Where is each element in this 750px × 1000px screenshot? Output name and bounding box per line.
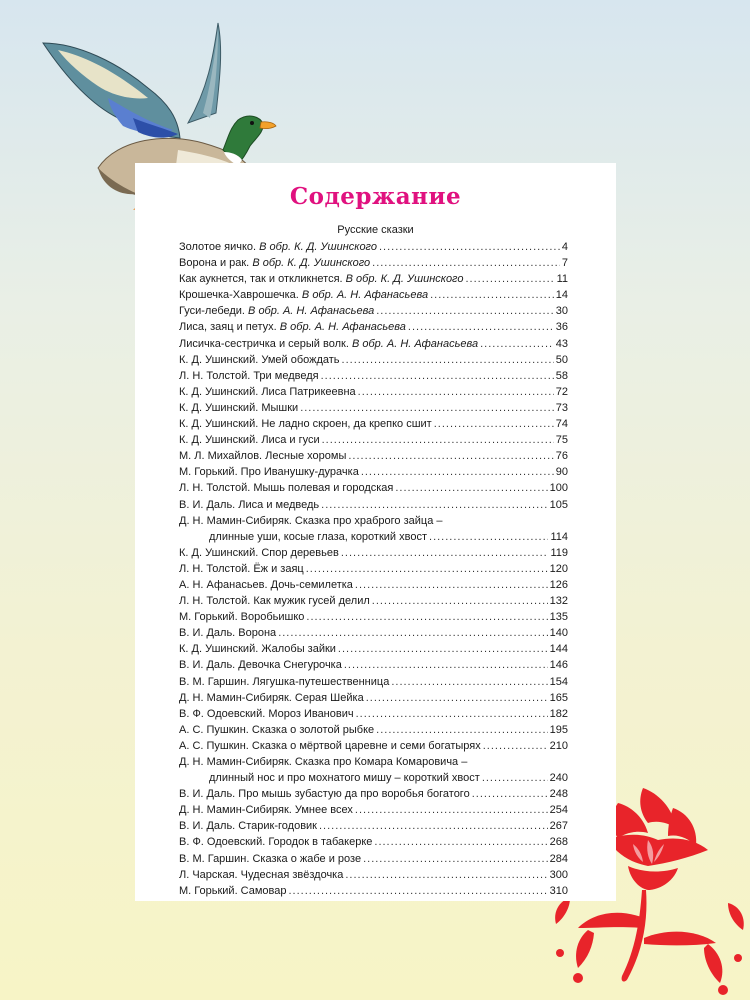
toc-page-number: 100 [549,482,568,495]
toc-entry[interactable] [179,883,568,899]
toc-entry-title: В. И. Даль. Девочка Снегурочка [179,659,342,672]
dot-leader [361,464,554,480]
toc-page-number: 76 [555,450,568,463]
dot-leader [395,480,547,496]
toc-entry-title: Гуси-лебеди. В обр. А. Н. Афанасьева [179,305,375,318]
toc-page-number: 36 [555,321,568,334]
toc-entry[interactable] [179,609,568,625]
dot-leader [480,336,554,352]
dot-leader [483,738,548,754]
toc-entry-title: Д. Н. Мамин-Сибиряк. Серая Шейка [179,691,364,704]
toc-page-number: 119 [550,546,568,559]
toc-entry[interactable] [179,625,568,641]
toc-page-number: 310 [549,884,568,897]
dot-leader [322,432,554,448]
dot-leader [338,641,548,657]
dot-leader [344,657,548,673]
toc-entry[interactable] [179,561,568,577]
toc-entry-title: В. М. Гаршин. Сказка о жабе и розе [179,852,362,865]
toc-page-number: 126 [549,578,568,591]
toc-entry-adaptation: В обр. А. Н. Афанасьева [351,337,479,350]
dot-leader [376,303,554,319]
toc-entry[interactable] [179,352,568,368]
dot-leader [289,883,548,899]
toc-entry-title: К. Д. Ушинский. Умей обождать [179,353,340,366]
toc-page-number: 75 [555,434,568,447]
toc-page-number: 90 [555,466,568,479]
toc-entry-title: Лиса, заяц и петух. В обр. А. Н. Афанасьева [179,321,406,334]
toc-entry-title: К. Д. Ушинский. Жалобы зайки [179,643,336,656]
dot-leader [319,818,548,834]
toc-entry-title: В. М. Гаршин. Лягушка-путешественница [179,675,390,688]
toc-page-number: 146 [549,659,568,672]
toc-entry-title[interactable]: Д. Н. Мамин-Сибиряк. Сказка про храброго зайца – [179,514,443,527]
toc-page-number: 72 [555,385,568,398]
toc-entry[interactable] [179,577,568,593]
toc-page-number: 74 [555,418,568,431]
toc-entry[interactable] [179,690,568,706]
toc-entry-title: Лисичка-сестричка и серый волк. В обр. А. Н. Афанасьева [179,337,479,350]
toc-entry-title: М. Горький. Самовар [179,884,287,897]
toc-entry-title: В. И. Даль. Лиса и медведь [179,498,320,511]
toc-entry-title: Л. Н. Толстой. Три медведя [179,369,319,382]
toc-page-number: 284 [549,852,568,865]
dot-leader [348,448,553,464]
toc-page-number: 135 [549,611,568,624]
dot-leader [472,786,548,802]
toc-page-number: 195 [549,723,568,736]
toc-page-number: 30 [555,305,568,318]
dot-leader [372,255,560,271]
toc-page-number: 120 [549,562,568,575]
toc-page-number: 132 [549,595,568,608]
toc-page-number: 73 [555,401,568,414]
toc-entry[interactable] [179,867,568,883]
toc-entry[interactable] [179,738,568,754]
toc-page-number: 182 [549,707,568,720]
toc-page-number: 7 [561,257,568,270]
toc-entry[interactable] [179,529,568,545]
toc-entry[interactable] [179,303,568,319]
dot-leader [345,867,547,883]
toc-entry[interactable] [179,722,568,738]
toc-entry[interactable] [179,851,568,867]
toc-entry-title: К. Д. Ушинский. Лиса и гуси [179,434,320,447]
toc-entry-title: В. И. Даль. Про мышь зубастую да про воробья богатого [179,788,470,801]
dot-leader [379,239,560,255]
toc-entry-title: Л. Н. Толстой. Мышь полевая и городская [179,482,394,495]
toc-entry-title: М. Горький. Воробьишко [179,611,305,624]
toc-entry-title: М. Л. Михайлов. Лесные хоромы [179,450,347,463]
toc-entry-title: Крошечка-Хаврошечка. В обр. А. Н. Афанасьева [179,289,429,302]
toc-entry[interactable] [179,432,568,448]
toc-entry-title: Ворона и рак. В обр. К. Д. Ушинского [179,257,371,270]
dot-leader [355,802,548,818]
toc-entry-adaptation: В обр. К. Д. Ушинского [259,241,377,253]
toc-entry-adaptation: В обр. К. Д. Ушинского [252,257,371,270]
toc-page-number: 144 [549,643,568,656]
dot-leader [355,577,548,593]
toc-page-number: 11 [556,273,568,286]
toc-entry[interactable] [179,319,568,335]
toc-page-number: 300 [549,868,568,881]
toc-entry[interactable] [179,255,568,271]
toc-entry[interactable] [179,448,568,464]
toc-entry-continuation: длинный нос и про мохнатого мишу – короткий хвост [209,772,480,785]
toc-entry[interactable] [179,770,568,786]
toc-entry-adaptation: В обр. А. Н. Афанасьева [248,305,375,318]
toc-entry-title: Л. Н. Толстой. Ёж и заяц [179,562,304,575]
toc-entry-title: Д. Н. Мамин-Сибиряк. Умнее всех [179,804,353,817]
toc-entry[interactable] [179,384,568,400]
toc-entry[interactable] [179,400,568,416]
toc-entry[interactable] [179,368,568,384]
dot-leader [342,352,554,368]
dot-leader [376,722,547,738]
toc-page-number: 105 [549,498,568,511]
toc-entry-title: В. Ф. Одоевский. Городок в табакерке [179,836,373,849]
toc-page-number: 268 [549,836,568,849]
toc-entry[interactable] [179,706,568,722]
toc-entry-title: М. Горький. Про Иванушку-дурачка [179,466,359,479]
dot-leader [465,271,554,287]
toc-entry[interactable] [179,786,568,802]
dot-leader [300,400,554,416]
toc-entry-title: К. Д. Ушинский. Не ладно скроен, да крепко сшит [179,418,432,431]
dot-leader [366,690,548,706]
toc-entry-continuation: длинные уши, косые глаза, короткий хвост [209,530,428,543]
dot-leader [391,674,547,690]
toc-entry-title: А. Н. Афанасьев. Дочь-семилетка [179,578,353,591]
dot-leader [306,561,548,577]
dot-leader [341,545,549,561]
toc-entry[interactable] [179,593,568,609]
toc-entry[interactable] [179,271,568,287]
dot-leader [430,287,554,303]
toc-entry[interactable] [179,336,568,352]
page-title: Содержание [289,183,462,210]
toc-page-number: 210 [549,739,568,752]
toc-entry-title: Золотое яичко. В обр. К. Д. Ушинского [179,241,377,253]
toc-entry[interactable] [179,287,568,303]
toc-entry[interactable] [179,497,568,513]
dot-leader [363,851,548,867]
toc-entry-adaptation: В обр. К. Д. Ушинского [345,273,464,286]
toc-page-number: 14 [555,289,568,302]
toc-entry[interactable] [179,674,568,690]
toc-page-number: 50 [555,353,568,366]
dot-leader [321,497,548,513]
toc-entry-title: В. И. Даль. Ворона [179,627,277,640]
toc-page-number: 248 [549,788,568,801]
toc-page-number: 254 [549,804,568,817]
dot-leader [374,834,547,850]
toc-entry[interactable] [179,464,568,480]
toc-entry[interactable] [179,641,568,657]
toc-page-number: 240 [549,772,568,785]
dot-leader [482,770,548,786]
toc-page-number: 267 [549,820,568,833]
dot-leader [372,593,548,609]
toc-entry-title: Как аукнется, так и откликнется. В обр. К. Д. Ушинского [179,273,464,286]
toc-entry-title: К. Д. Ушинский. Мышки [179,401,299,414]
contents-page [135,163,616,901]
toc-entry-title: К. Д. Ушинский. Спор деревьев [179,546,339,559]
toc-entry-title: Л. Чарская. Чудесная звёздочка [179,868,344,881]
dot-leader [306,609,547,625]
toc-page-number: 165 [549,691,568,704]
toc-entry[interactable] [179,480,568,496]
toc-entry[interactable] [179,802,568,818]
section-heading: Русские сказки [337,224,414,236]
toc-page-number: 114 [550,530,568,543]
toc-page-number: 140 [549,627,568,640]
dot-leader [408,319,554,335]
dot-leader [278,625,547,641]
toc-page-number: 43 [555,337,568,350]
toc-page-number: 58 [555,369,568,382]
toc-entry-title: Л. Н. Толстой. Как мужик гусей делил [179,595,370,608]
toc-entry-title: А. С. Пушкин. Сказка о золотой рыбке [179,723,375,736]
toc-entry[interactable] [179,416,568,432]
toc-entry[interactable] [179,834,568,850]
dot-leader [356,706,548,722]
table-of-contents [179,239,568,899]
toc-page-number: 154 [549,675,568,688]
dot-leader [358,384,554,400]
toc-entry[interactable] [179,545,568,561]
toc-entry-title: А. С. Пушкин. Сказка о мёртвой царевне и семи богатырях [179,739,481,752]
toc-entry-title[interactable]: Д. Н. Мамин-Сибиряк. Сказка про Комара Комаровича – [179,756,468,768]
dot-leader [434,416,554,432]
toc-entry-title: В. И. Даль. Старик-годовик [179,820,317,833]
toc-entry[interactable] [179,818,568,834]
toc-entry-title: К. Д. Ушинский. Лиса Патрикеевна [179,385,356,398]
toc-entry-title: В. Ф. Одоевский. Мороз Иванович [179,707,354,720]
toc-entry[interactable] [179,657,568,673]
toc-entry[interactable] [179,239,568,255]
dot-leader [321,368,554,384]
toc-page-number: 4 [561,241,568,253]
toc-entry-adaptation: В обр. А. Н. Афанасьева [301,289,429,302]
toc-entry-adaptation: В обр. А. Н. Афанасьева [279,321,406,334]
dot-leader [429,529,548,545]
